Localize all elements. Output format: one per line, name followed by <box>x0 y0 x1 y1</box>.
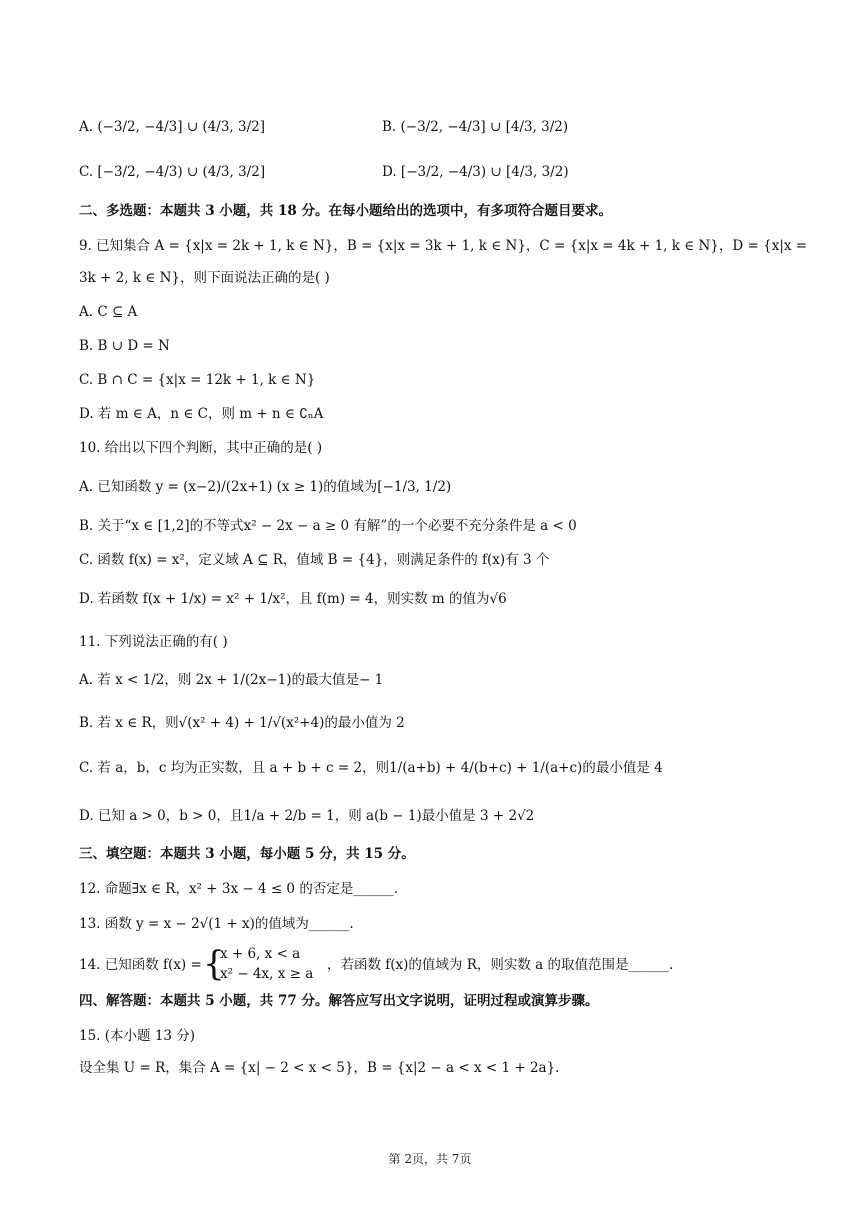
q14-prefix: 14. 已知函数 f(x) = <box>79 957 202 973</box>
q9-option-b: B. B ∪ D = N <box>79 338 170 354</box>
q9-option-c: C. B ∩ C = {x|x = 12k + 1, k ∈ N} <box>79 372 316 388</box>
q11-stem: 11. 下列说法正确的有( ) <box>79 634 228 650</box>
q9-stem-line1: 9. 已知集合 A = {x|x = 2k + 1, k ∈ N}，B = {x|x = 3k + 1, k ∈ N}，C = {x|x = 4k + 1, k ∈ N}，D = {x|x = <box>79 238 808 254</box>
q11-option-c: C. 若 a，b，c 均为正实数，且 a + b + c = 2，则1/(a+b) + 4/(b+c) + 1/(a+c)的最小值是 4 <box>79 760 663 776</box>
q12-text: 12. 命题∃x ∈ R，x² + 3x − 4 ≤ 0 的否定是______. <box>79 881 399 897</box>
q11-option-a: A. 若 x < 1/2，则 2x + 1/(2x−1)的最大值是− 1 <box>79 672 384 688</box>
section-4-heading: 四、解答题：本题共 5 小题，共 77 分。解答应写出文字说明，证明过程或演算步骤。 <box>79 993 599 1009</box>
q10-option-b: B. 关于“x ∈ [1,2]的不等式x² − 2x − a ≥ 0 有解”的一个必要不充分条件是 a < 0 <box>79 518 577 534</box>
q10-option-a: A. 已知函数 y = (x−2)/(2x+1) (x ≥ 1)的值域为[−1/3, 1/2) <box>79 479 452 495</box>
q14-suffix: ，若函数 f(x)的值域为 R，则实数 a 的取值范围是______. <box>327 957 674 973</box>
q10-option-c: C. 函数 f(x) = x²，定义域 A ⊆ R，值域 B = {4}，则满足条件的 f(x)有 3 个 <box>79 552 550 568</box>
q11-option-d: D. 已知 a > 0，b > 0，且1/a + 2/b = 1，则 a(b − 1)最小值是 3 + 2√2 <box>79 808 535 824</box>
q15-title: 15. (本小题 13 分) <box>79 1028 196 1044</box>
option-8b: B. (−3/2, −4/3] ∪ [4/3, 3/2) <box>382 119 569 135</box>
q14-case2: x² − 4x, x ≥ a <box>220 966 314 982</box>
q14-case1: x + 6, x < a <box>220 946 301 962</box>
option-8c: C. [−3/2, −4/3) ∪ (4/3, 3/2] <box>79 164 266 180</box>
option-8d: D. [−3/2, −4/3) ∪ [4/3, 3/2) <box>382 164 569 180</box>
q10-option-d: D. 若函数 f(x + 1/x) = x² + 1/x²，且 f(m) = 4，则实数 m 的值为√6 <box>79 591 507 607</box>
q10-stem: 10. 给出以下四个判断，其中正确的是( ) <box>79 440 323 456</box>
section-2-heading: 二、多选题：本题共 3 小题，共 18 分。在每小题给出的选项中，有多项符合题目要求。 <box>79 203 612 219</box>
section-3-heading: 三、填空题：本题共 3 小题，每小题 5 分，共 15 分。 <box>79 846 415 862</box>
q13-text: 13. 函数 y = x − 2√(1 + x)的值域为______. <box>79 916 354 932</box>
q9-option-a: A. C ⊆ A <box>79 304 138 320</box>
page-footer: 第 2页，共 7页 <box>388 1152 472 1166</box>
q14-brace: { <box>203 944 225 984</box>
option-8a: A. (−3/2, −4/3] ∪ (4/3, 3/2] <box>79 119 265 135</box>
q15-text: 设全集 U = R，集合 A = {x| − 2 < x < 5}，B = {x|2 − a < x < 1 + 2a}. <box>79 1060 560 1076</box>
q9-option-d: D. 若 m ∈ A，n ∈ C，则 m + n ∈ ∁ₙA <box>79 406 324 422</box>
q11-option-b: B. 若 x ∈ R，则√(x² + 4) + 1/√(x²+4)的最小值为 2 <box>79 715 405 731</box>
q9-stem-line2: 3k + 2, k ∈ N}，则下面说法正确的是( ) <box>79 270 330 286</box>
